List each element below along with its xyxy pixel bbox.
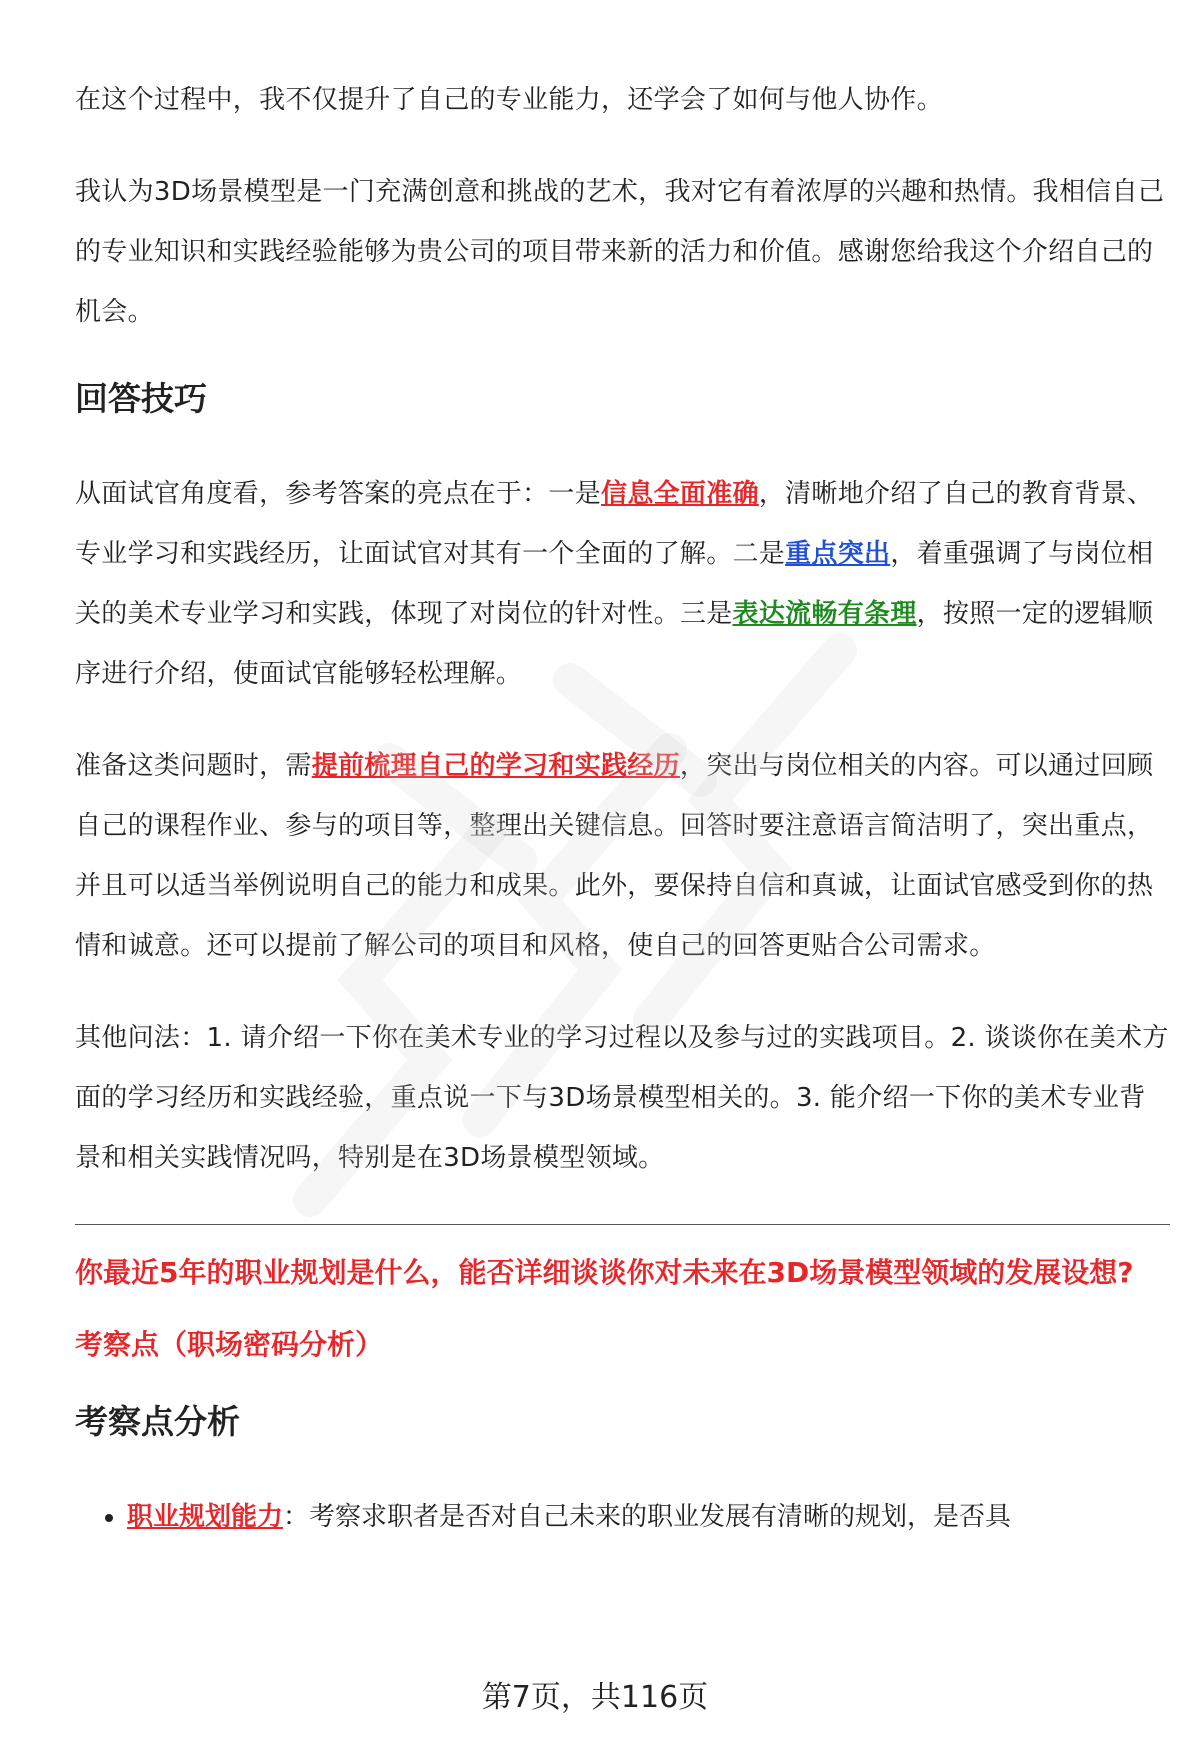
highlight-career-planning-ability: 职业规划能力 bbox=[127, 1502, 284, 1532]
section-title-assessment-analysis: 考察点分析 bbox=[75, 1402, 240, 1441]
prep-text-2: ，突出与岗位相关的内容。可以通过回顾自己的课程作业、参与的项目等，整理出关键信息。回答时要注意语言简洁明了，突出重点，并且可以适当举例说明自己的能力和成果。此外，要保持自信和真诚，让面试官感受到你的热情和诚意。还可以提前了解公司的项目和风格，使自己的回答更贴合公司需求。 bbox=[75, 751, 1154, 961]
prep-text-1: 准备这类问题时，需 bbox=[75, 751, 312, 781]
section-divider bbox=[75, 1224, 1170, 1225]
highlight-fluent-expression: 表达流畅有条理 bbox=[732, 599, 917, 629]
assessment-bullet-list bbox=[75, 1487, 1170, 1547]
tips-text-3: ，着重强调了与岗位相关的美术专业学习和实践，体现了对岗位的针对性。三是 bbox=[75, 539, 1154, 629]
tips-text-2: ，清晰地介绍了自己的教育背景、专业学习和实践经历，让面试官对其有一个全面的了解。二是 bbox=[75, 479, 1154, 569]
highlight-key-points: 重点突出 bbox=[785, 539, 891, 569]
list-item bbox=[127, 1487, 1170, 1547]
highlight-sort-experience: 提前梳理自己的学习和实践经历 bbox=[311, 751, 680, 781]
page-number: 第7页，共116页 bbox=[481, 1680, 709, 1715]
paragraph-closing: 我认为3D场景模型是一门充满创意和挑战的艺术，我对它有着浓厚的兴趣和热情。我相信自己的专业知识和实践经验能够为贵公司的项目带来新的活力和价值。感谢您给我这个介绍自己的机会。 bbox=[75, 177, 1165, 327]
tips-text-4: ，按照一定的逻辑顺序进行介绍，使面试官能够轻松理解。 bbox=[75, 599, 1154, 689]
section-title-answer-tips: 回答技巧 bbox=[75, 379, 207, 418]
bullet-text: ：考察求职者是否对自己未来的职业发展有清晰的规划，是否具 bbox=[283, 1502, 1012, 1532]
paragraph-tips-highlights bbox=[75, 464, 1170, 704]
question-career-plan: 你最近5年的职业规划是什么，能否详细谈谈你对未来在3D场景模型领域的发展设想? bbox=[75, 1256, 1134, 1289]
subtitle-assessment-point: 考察点（职场密码分析） bbox=[75, 1328, 384, 1361]
paragraph-tips-preparation bbox=[75, 736, 1170, 976]
page-content bbox=[75, 70, 1170, 1547]
tips-text-1: 从面试官角度看，参考答案的亮点在于：一是 bbox=[75, 479, 602, 509]
paragraph-intro-end: 在这个过程中，我不仅提升了自己的专业能力，还学会了如何与他人协作。 bbox=[75, 85, 943, 115]
highlight-info-complete: 信息全面准确 bbox=[601, 479, 759, 509]
paragraph-other-questions: 其他问法：1. 请介绍一下你在美术专业的学习过程以及参与过的实践项目。2. 谈谈你在美术方面的学习经历和实践经验，重点说一下与3D场景模型相关的。3. 能介绍一下你的美术专业背景和相关实践情况吗，特别是在3D场景模型领域。 bbox=[75, 1023, 1169, 1173]
